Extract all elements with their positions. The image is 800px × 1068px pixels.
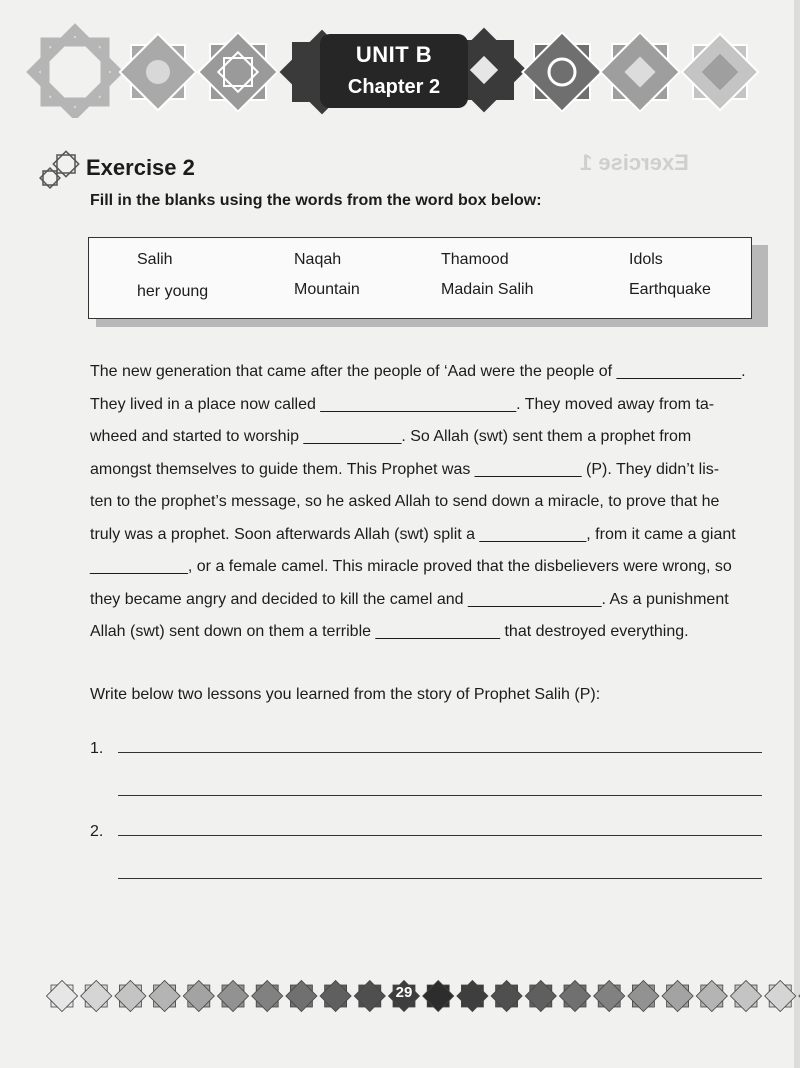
passage-line: ten to the prophet’s message, so he asked Allah to send down a miracle, to prove that he bbox=[90, 493, 720, 510]
fill-in-passage bbox=[90, 356, 760, 649]
header-ornament-7 bbox=[600, 32, 679, 111]
page-number: 29 bbox=[395, 984, 413, 1001]
word-box-item: Idols bbox=[629, 251, 663, 268]
word-box bbox=[88, 237, 752, 319]
word-box-item: Naqah bbox=[294, 251, 342, 268]
passage-line: Allah (swt) sent down on them a terrible ______________ that destroyed everything. bbox=[90, 623, 689, 640]
word-box-item: Salih bbox=[137, 251, 173, 268]
footer-star-ornament bbox=[491, 980, 522, 1011]
passage-line: they became angry and decided to kill the camel and _______________. As a punishment bbox=[90, 590, 729, 608]
footer-star-ornament bbox=[183, 980, 214, 1011]
word-box-item: Earthquake bbox=[629, 281, 711, 298]
lesson-answer-line bbox=[118, 752, 762, 753]
passage-line: The new generation that came after the people of ‘Aad were the people of ______________. bbox=[90, 363, 746, 380]
header-ornament-8 bbox=[682, 34, 758, 110]
page-edge bbox=[794, 0, 800, 1068]
word-box-item: Mountain bbox=[294, 281, 360, 298]
footer-star-ornament bbox=[765, 980, 796, 1011]
header-ornament-1 bbox=[33, 30, 118, 115]
header-ornament-3 bbox=[198, 32, 277, 111]
footer-star-ornament bbox=[115, 980, 146, 1011]
footer-star-ornament bbox=[559, 980, 590, 1011]
footer-star-ornament bbox=[81, 980, 112, 1011]
footer-star-ornament bbox=[286, 980, 317, 1011]
lessons-prompt: Write below two lessons you learned from the story of Prophet Salih (P): bbox=[90, 686, 601, 703]
passage-line: amongst themselves to guide them. This Prophet was ____________ (P). They didn’t lis- bbox=[90, 460, 720, 478]
unit-chapter-banner bbox=[320, 34, 468, 108]
footer-star-ornament bbox=[730, 980, 761, 1011]
footer-star-ornament bbox=[696, 980, 727, 1011]
lesson-answer-line bbox=[118, 878, 762, 879]
passage-line: ___________, or a female camel. This miracle proved that the disbelievers were wrong, so bbox=[90, 558, 732, 575]
word-box-item: Thamood bbox=[441, 251, 509, 268]
unit-title: UNIT B bbox=[355, 42, 433, 67]
footer-star-ornament bbox=[46, 980, 77, 1011]
lesson-answer-line bbox=[118, 835, 762, 836]
footer-star-ornament bbox=[628, 980, 659, 1011]
passage-line: They lived in a place now called ______________________. They moved away from ta- bbox=[90, 395, 715, 413]
bleed-through-text: Exercise 1 bbox=[580, 150, 689, 175]
star-ornament-icon bbox=[38, 150, 82, 190]
exercise-instructions: Fill in the blanks using the words from the word box below: bbox=[90, 192, 542, 209]
header-ornament-6 bbox=[522, 32, 601, 111]
chapter-title: Chapter 2 bbox=[347, 76, 441, 98]
footer-star-ornament bbox=[423, 980, 454, 1011]
header-ornament-2 bbox=[120, 34, 196, 110]
passage-line: wheed and started to worship ___________. So Allah (swt) sent them a prophet from bbox=[90, 428, 692, 445]
lesson-number: 2. bbox=[90, 823, 104, 840]
footer-star-ornament bbox=[594, 980, 625, 1011]
lesson-answer-line bbox=[118, 795, 762, 796]
exercise-title: Exercise 2 bbox=[86, 155, 195, 180]
footer-star-ornament bbox=[252, 980, 283, 1011]
footer-star-ornament bbox=[320, 980, 351, 1011]
footer-star-ornament bbox=[217, 980, 248, 1011]
footer-star-ornament bbox=[662, 980, 693, 1011]
footer-star-ornament bbox=[354, 980, 385, 1011]
lesson-number: 1. bbox=[90, 740, 104, 757]
footer-star-ornament bbox=[149, 980, 180, 1011]
word-box-item: her young bbox=[137, 283, 209, 300]
word-box-item: Madain Salih bbox=[441, 281, 534, 298]
footer-star-ornament bbox=[525, 980, 556, 1011]
footer-star-ornament bbox=[457, 980, 488, 1011]
passage-line: truly was a prophet. Soon afterwards Allah (swt) split a ____________, from it came a giant bbox=[90, 525, 736, 543]
